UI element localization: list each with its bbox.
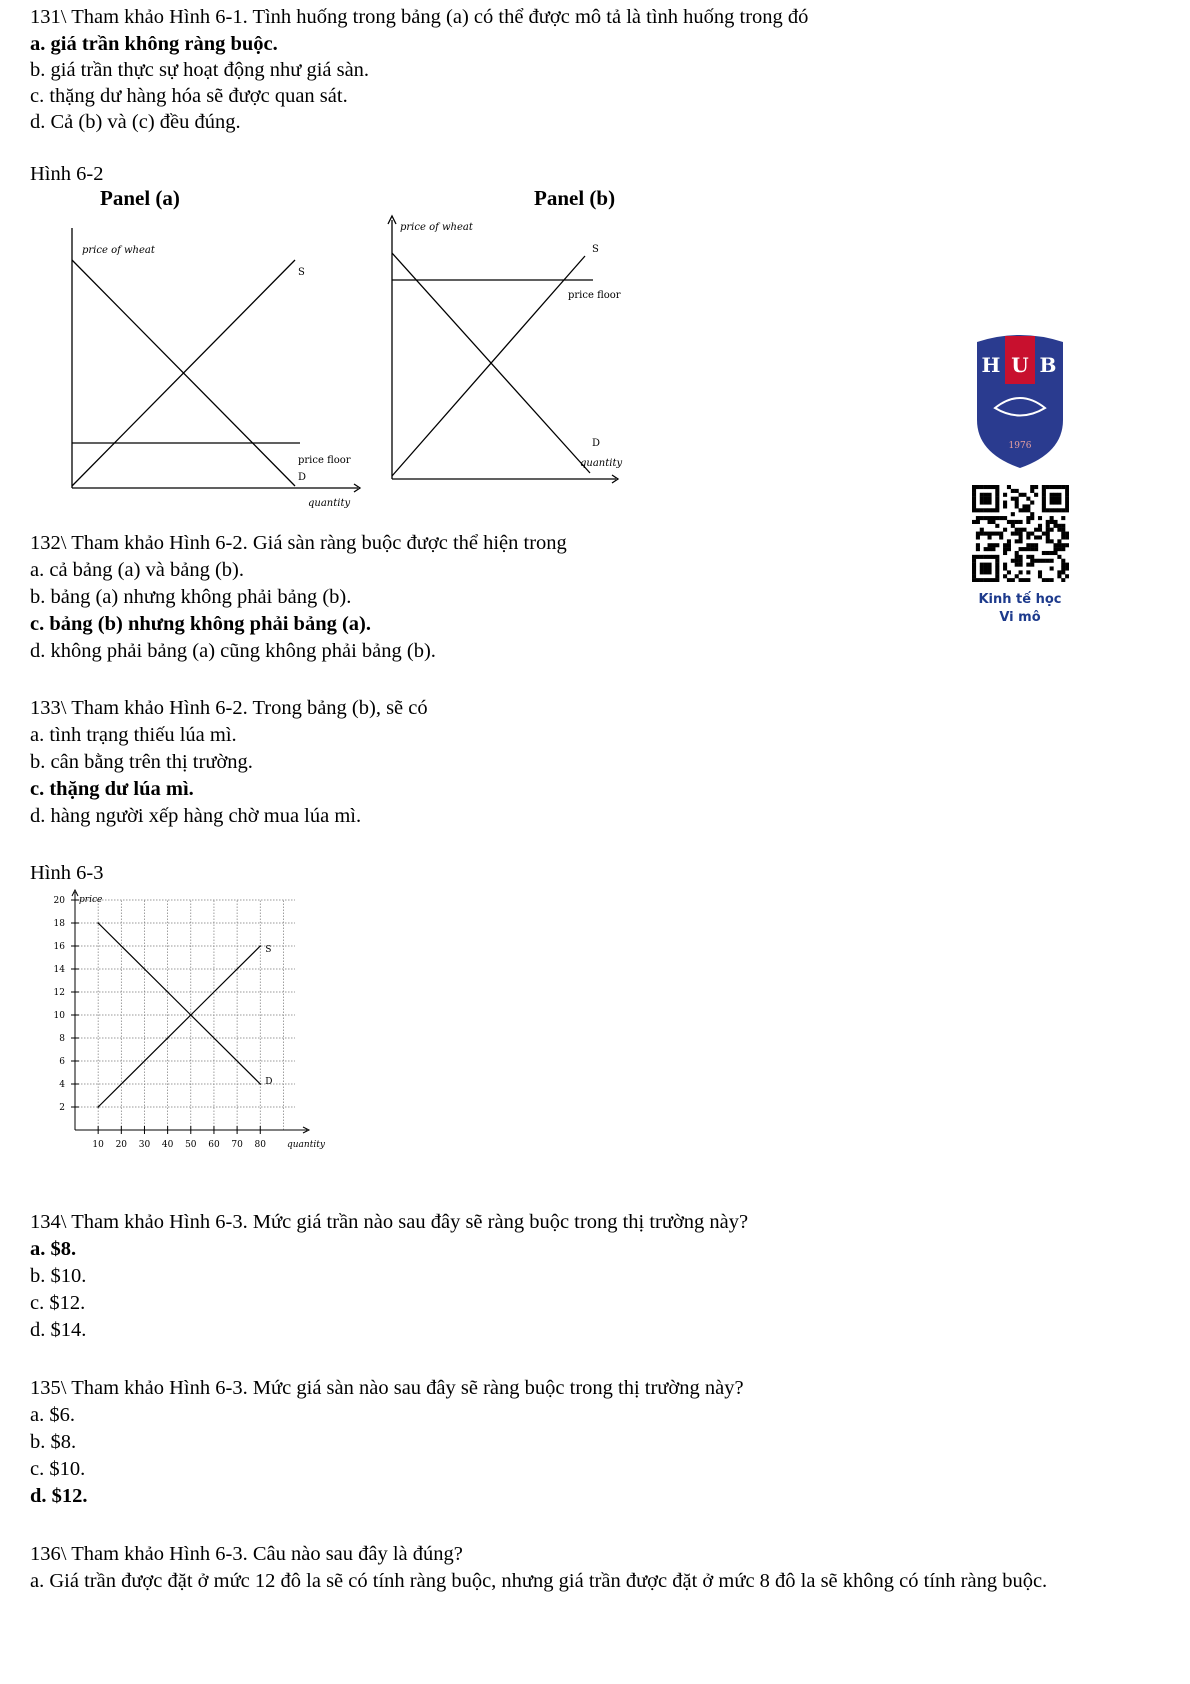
y-tick-label-6: 6 [59, 1057, 65, 1067]
question-134-option-c: c. $12. [30, 1292, 86, 1314]
question-131-option-c: c. thặng dư hàng hóa sẽ được quan sát. [30, 85, 348, 107]
series-point-s-2 [259, 945, 261, 947]
hub-logo [975, 328, 1065, 478]
figure-6-3-label: Hình 6-3 [30, 862, 104, 884]
y-tick-label-18: 18 [53, 919, 65, 929]
x-tick-label-20: 20 [115, 1140, 128, 1150]
x-tick-label-50: 50 [185, 1140, 197, 1150]
question-135-option-c: c. $10. [30, 1458, 86, 1480]
panel-b-demand-curve [392, 253, 590, 473]
panel-a-graph [60, 218, 380, 518]
x-tick-label-70: 70 [231, 1140, 243, 1150]
panel-b-supply-curve [392, 256, 585, 476]
panel-b-supply-label: S [592, 244, 599, 255]
panel-b-title: Panel (b) [534, 186, 616, 210]
question-134-option-b: b. $10. [30, 1265, 87, 1287]
series-point-d-2 [259, 1083, 261, 1085]
series-point-d-1 [190, 1014, 192, 1016]
panel-b-graph [380, 208, 680, 508]
question-135-option-d: d. $12. [30, 1485, 88, 1507]
question-136-stem: 136\ Tham khảo Hình 6-3. Câu nào sau đây là đúng? [30, 1543, 463, 1565]
question-132-option-a: a. cả bảng (a) và bảng (b). [30, 559, 244, 581]
x-tick-label-60: 60 [208, 1140, 220, 1150]
y-tick-label-20: 20 [53, 896, 65, 906]
question-133-option-c: c. thặng dư lúa mì. [30, 778, 194, 800]
logo-caption-line2: Vi mô [999, 610, 1041, 625]
series-point-s-0 [97, 1106, 99, 1108]
series-label-s: S [265, 945, 272, 955]
question-135-option-a: a. $6. [30, 1404, 75, 1426]
y-tick-label-8: 8 [59, 1034, 65, 1044]
y-tick-label-14: 14 [53, 965, 65, 975]
question-132-stem: 132\ Tham khảo Hình 6-2. Giá sàn ràng buộc được thể hiện trong [30, 532, 567, 554]
qr-code-icon [972, 485, 1069, 582]
question-134-option-d: d. $14. [30, 1319, 87, 1341]
question-131-option-d: d. Cả (b) và (c) đều đúng. [30, 111, 241, 133]
series-label-d: D [265, 1077, 273, 1087]
panel-a-x-label: quantity [308, 498, 351, 509]
question-133-option-b: b. cân bằng trên thị trường. [30, 751, 253, 773]
question-134-stem: 134\ Tham khảo Hình 6-3. Mức giá trần nào sau đây sẽ ràng buộc trong thị trường này? [30, 1211, 749, 1233]
question-133-option-d: d. hàng người xếp hàng chờ mua lúa mì. [30, 805, 362, 827]
x-axis-label: quantity [287, 1140, 325, 1150]
y-tick-label-16: 16 [53, 942, 65, 952]
figure-6-3-chart [40, 885, 340, 1165]
question-136-option-a: a. Giá trần được đặt ở mức 12 đô la sẽ có tính ràng buộc, nhưng giá trần được đặt ở mức 8 đô la sẽ không có tính ràng buộc. [30, 1570, 1048, 1592]
figure-6-2-label: Hình 6-2 [30, 163, 104, 185]
question-131-option-b: b. giá trần thực sự hoạt động như giá sàn. [30, 59, 370, 81]
y-tick-label-10: 10 [53, 1011, 65, 1021]
y-tick-label-4: 4 [59, 1080, 65, 1090]
panel-a-y-label: price of wheat [82, 245, 155, 256]
question-132-option-d: d. không phải bảng (a) cũng không phải bảng (b). [30, 640, 436, 662]
question-135-stem: 135\ Tham khảo Hình 6-3. Mức giá sàn nào sau đây sẽ ràng buộc trong thị trường này? [30, 1377, 744, 1399]
x-tick-label-40: 40 [161, 1140, 174, 1150]
panel-b-floor-label: price floor [568, 290, 621, 301]
panel-b-y-label: price of wheat [400, 222, 473, 233]
x-tick-label-10: 10 [92, 1140, 104, 1150]
series-line-d [98, 923, 260, 1084]
question-132-option-c: c. bảng (b) nhưng không phải bảng (a). [30, 613, 371, 635]
panel-a-demand-label: D [298, 472, 307, 483]
question-133-stem: 133\ Tham khảo Hình 6-2. Trong bảng (b), sẽ có [30, 697, 428, 719]
x-tick-label-30: 30 [138, 1140, 151, 1150]
question-131-option-a: a. giá trần không ràng buộc. [30, 33, 278, 55]
panel-b-demand-label: D [592, 438, 601, 449]
question-133-option-a: a. tình trạng thiếu lúa mì. [30, 724, 237, 746]
question-135-option-b: b. $8. [30, 1431, 77, 1453]
hub-year: 1976 [1008, 441, 1032, 451]
hub-letter-u: U [1011, 353, 1029, 377]
panel-a-supply-label: S [298, 267, 305, 278]
question-134-option-a: a. $8. [30, 1238, 77, 1260]
panel-b-x-label: quantity [580, 458, 623, 469]
question-131-stem: 131\ Tham khảo Hình 6-1. Tình huống trong bảng (a) có thể được mô tả là tình huống trong đó [30, 6, 809, 28]
panel-a-floor-label: price floor [298, 455, 351, 466]
logo-caption-line1: Kinh tế học [978, 592, 1062, 607]
series-line-s [98, 946, 260, 1107]
panel-a-title: Panel (a) [100, 186, 180, 210]
y-tick-label-12: 12 [53, 988, 65, 998]
series-point-d-0 [97, 922, 99, 924]
question-132-option-b: b. bảng (a) nhưng không phải bảng (b). [30, 586, 352, 608]
hub-letter-b: B [1039, 353, 1057, 377]
x-tick-label-80: 80 [254, 1140, 266, 1150]
hub-letter-h: H [981, 353, 1001, 377]
y-axis-label: price [79, 895, 103, 905]
y-tick-label-2: 2 [59, 1103, 65, 1113]
